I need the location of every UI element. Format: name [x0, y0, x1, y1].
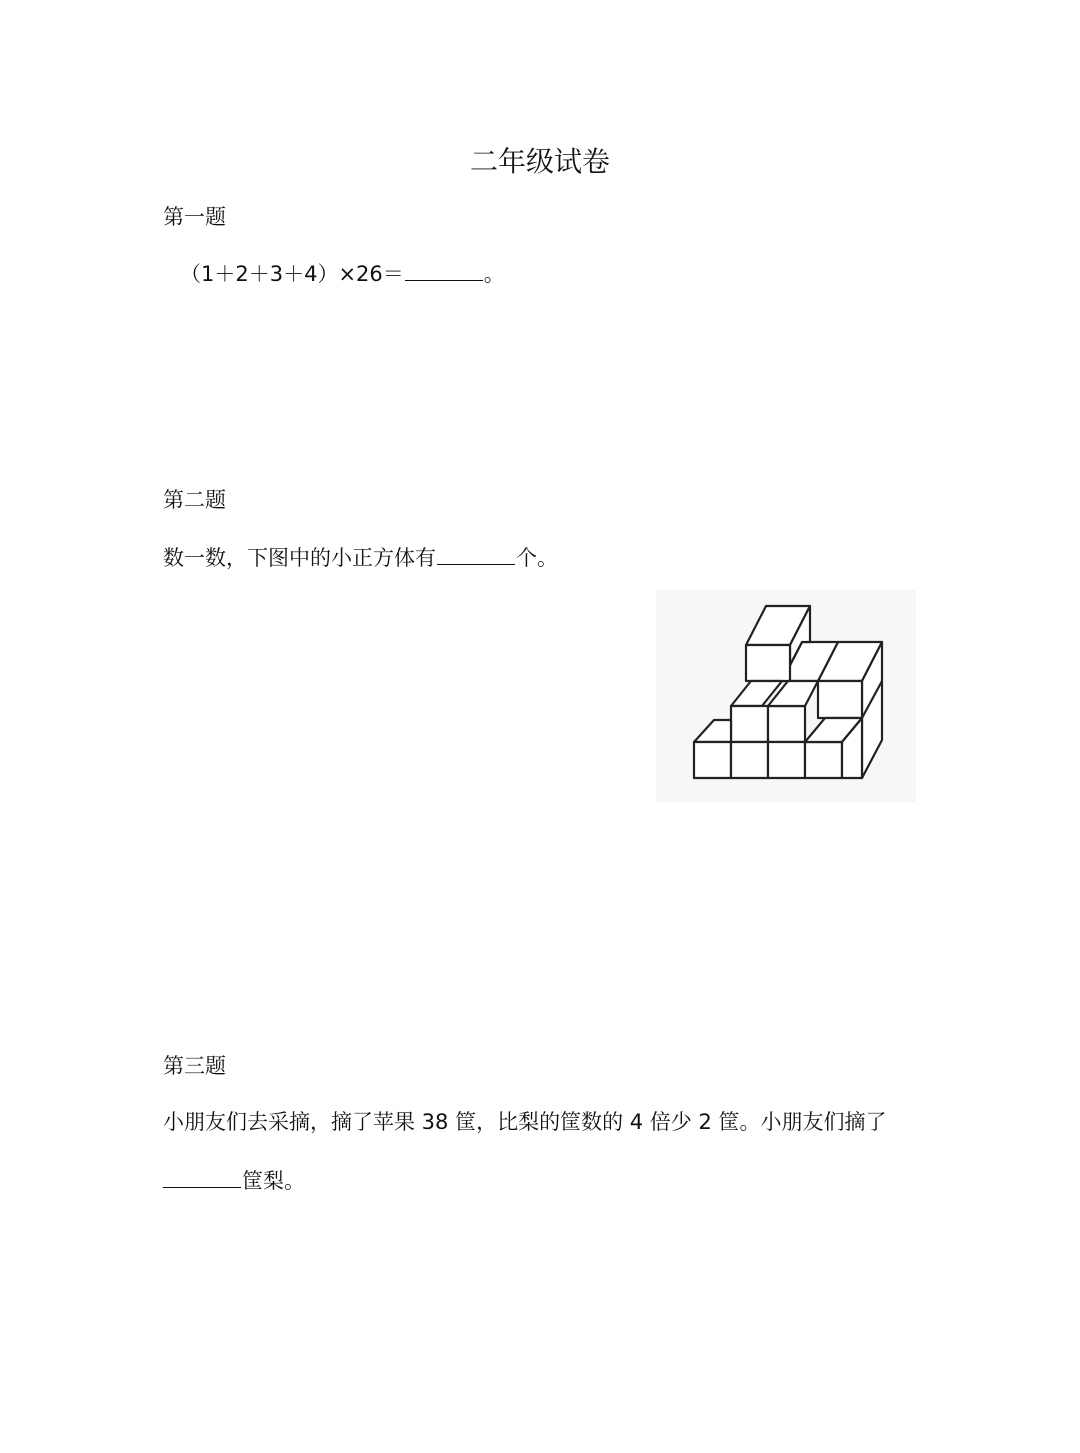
question-1-suffix: 。 — [483, 262, 505, 286]
question-3-heading: 第三题 — [163, 1054, 226, 1078]
question-2-suffix: 个。 — [516, 546, 558, 570]
question-2-prompt: 数一数，下图中的小正方体有 — [163, 546, 436, 570]
question-1-text — [180, 258, 505, 289]
question-3-line-2 — [163, 1165, 305, 1196]
question-2-text — [163, 542, 558, 573]
question-3-answer-blank[interactable] — [163, 1165, 241, 1188]
question-1-heading: 第一题 — [163, 205, 226, 229]
question-1-answer-blank[interactable] — [405, 258, 483, 281]
question-3-suffix: 筐梨。 — [242, 1169, 305, 1193]
question-1-expression: （1＋2＋3＋4）×26＝ — [180, 262, 404, 286]
question-3-line-1: 小朋友们去采摘，摘了苹果 38 筐，比梨的筐数的 4 倍少 2 筐。小朋友们摘了 — [163, 1110, 887, 1134]
question-2-answer-blank[interactable] — [437, 542, 515, 565]
page-title: 二年级试卷 — [469, 145, 610, 178]
question-2-heading: 第二题 — [163, 488, 226, 512]
stacked-cubes-figure — [656, 590, 916, 802]
